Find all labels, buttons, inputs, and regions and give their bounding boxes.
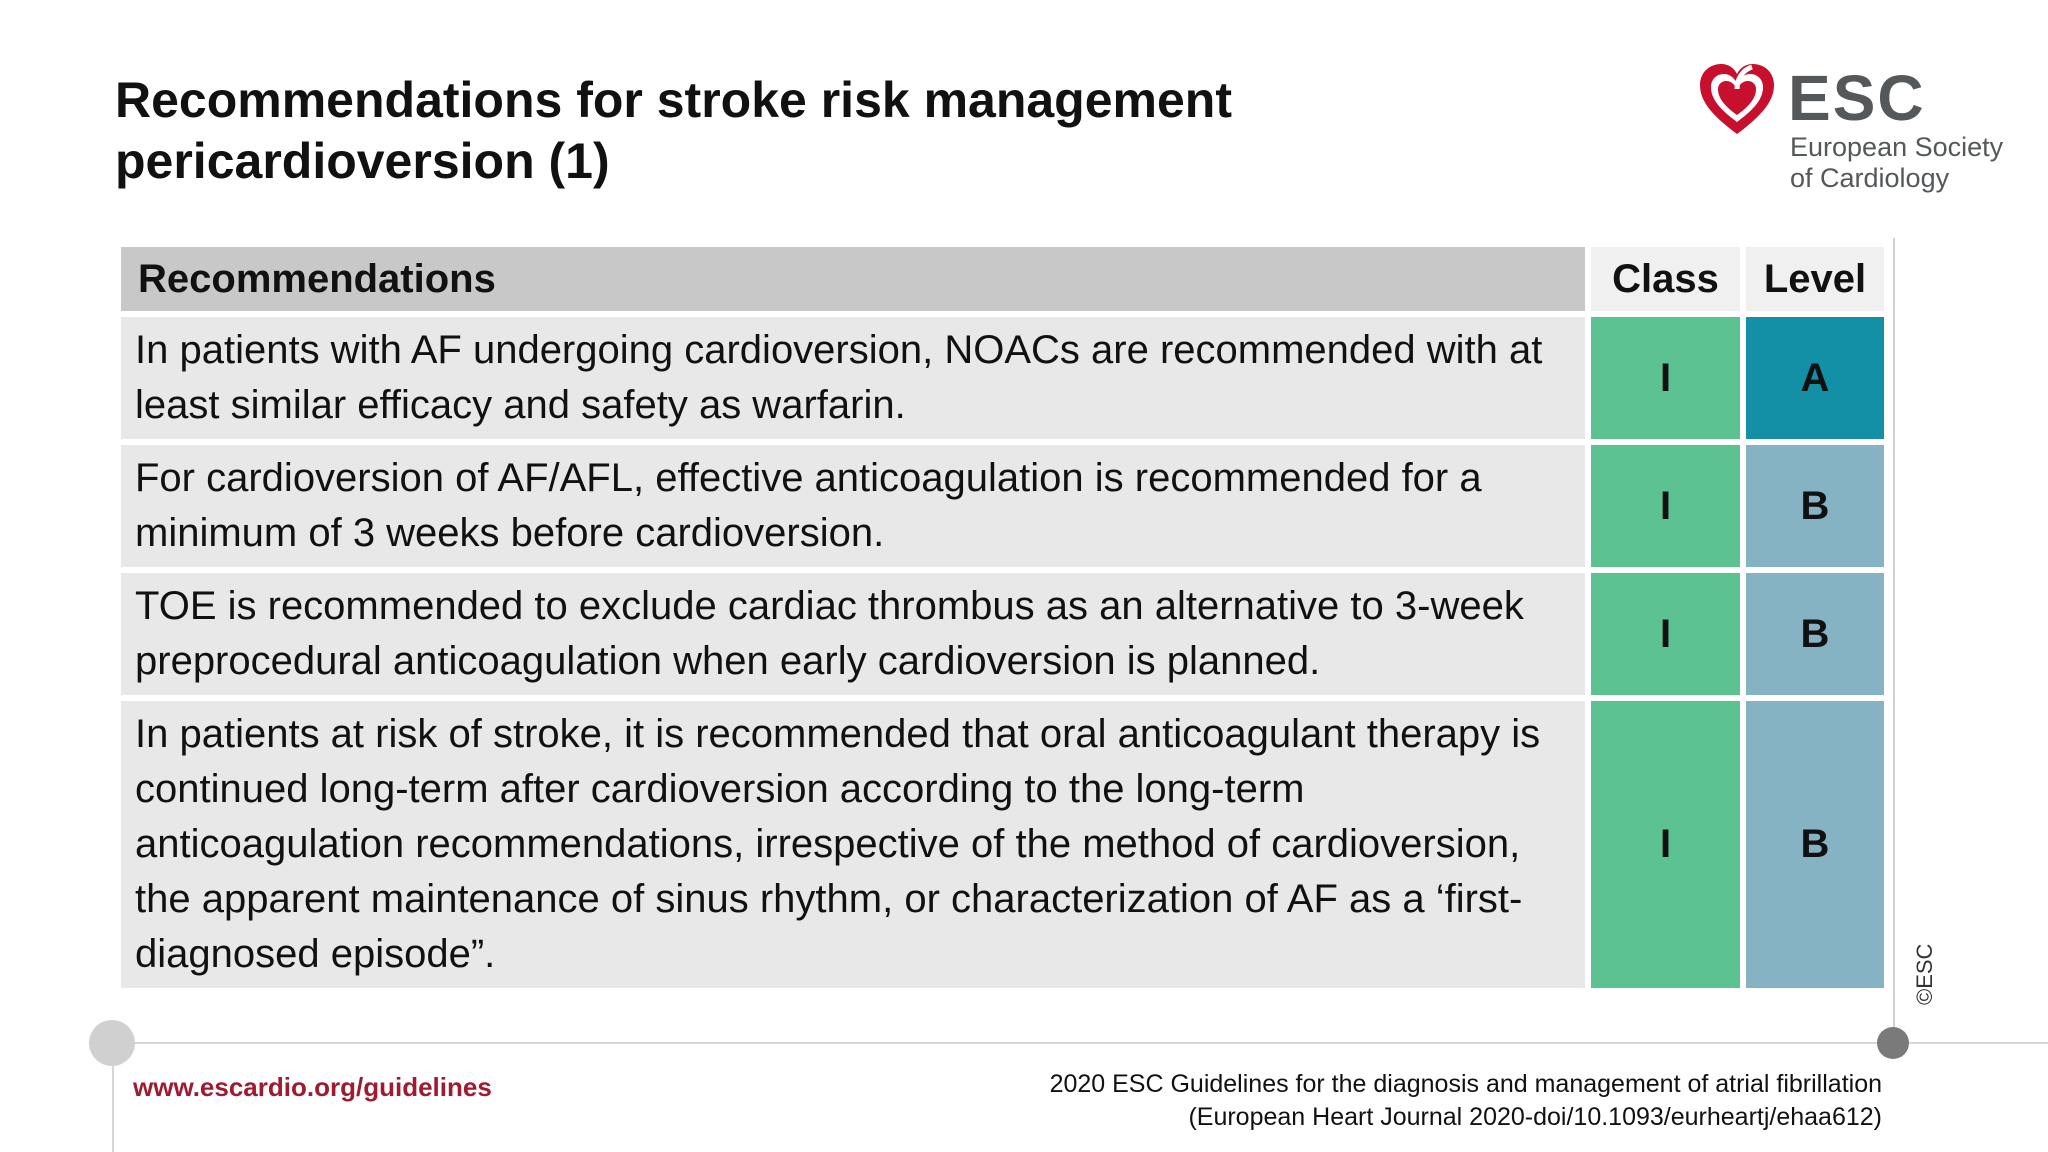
reference-citation (1050, 1068, 1882, 1134)
society-line1: European Society (1790, 132, 2004, 162)
esc-wordmark: ESC (1788, 62, 1926, 134)
footer-right-dot (1877, 1027, 1909, 1059)
right-divider (1893, 238, 1895, 1038)
society-name (1790, 132, 2003, 194)
level-cell: B (1746, 701, 1884, 988)
header-recommendations: Recommendations (121, 247, 1585, 311)
copyright-label: ©ESC (1912, 943, 1937, 1005)
esc-logo (1696, 52, 2016, 202)
reference-line1: 2020 ESC Guidelines for the diagnosis and management of atrial fibrillation (1049, 1070, 1882, 1098)
class-cell: I (1591, 573, 1740, 695)
table-row (121, 317, 1884, 439)
heart-logo-icon (1696, 60, 1778, 142)
recommendation-text: TOE is recommended to exclude cardiac thrombus as an alternative to 3-week preprocedural anticoagulation when early cardioversion is planned. (121, 573, 1585, 695)
class-cell: I (1591, 317, 1740, 439)
recommendations-table (115, 241, 1890, 994)
guidelines-link[interactable]: www.escardio.org/guidelines (133, 1072, 492, 1102)
level-cell: A (1746, 317, 1884, 439)
table-row (121, 701, 1884, 988)
header-class: Class (1591, 247, 1740, 311)
footer-left-dot (89, 1020, 135, 1066)
class-cell: I (1591, 445, 1740, 567)
header-level: Level (1746, 247, 1884, 311)
level-cell: B (1746, 445, 1884, 567)
footer-divider (112, 1042, 2048, 1044)
table-row (121, 573, 1884, 695)
recommendation-text: For cardioversion of AF/AFL, effective anticoagulation is recommended for a minimum of 3 weeks before cardioversion. (121, 445, 1585, 567)
level-cell: B (1746, 573, 1884, 695)
recommendation-text: In patients with AF undergoing cardioversion, NOACs are recommended with at least similar efficacy and safety as warfarin. (121, 317, 1585, 439)
table-row (121, 445, 1884, 567)
class-cell: I (1591, 701, 1740, 988)
reference-line2: (European Heart Journal 2020-doi/10.1093/eurheartj/ehaa612) (1188, 1103, 1882, 1131)
society-line2: of Cardiology (1790, 163, 1950, 193)
slide-title-line1: Recommendations for stroke risk management (115, 72, 1232, 128)
slide-title-line2: pericardioversion (1) (115, 133, 610, 189)
slide-title (115, 70, 1495, 192)
recommendation-text: In patients at risk of stroke, it is recommended that oral anticoagulant therapy is continued long-term after cardioversion according to the long-term anticoagulation recommendations, irrespective of the method of cardioversion, the apparent maintenance of sinus rhythm, or characterization of AF as a ‘first-diagnosed episode”. (121, 701, 1585, 988)
